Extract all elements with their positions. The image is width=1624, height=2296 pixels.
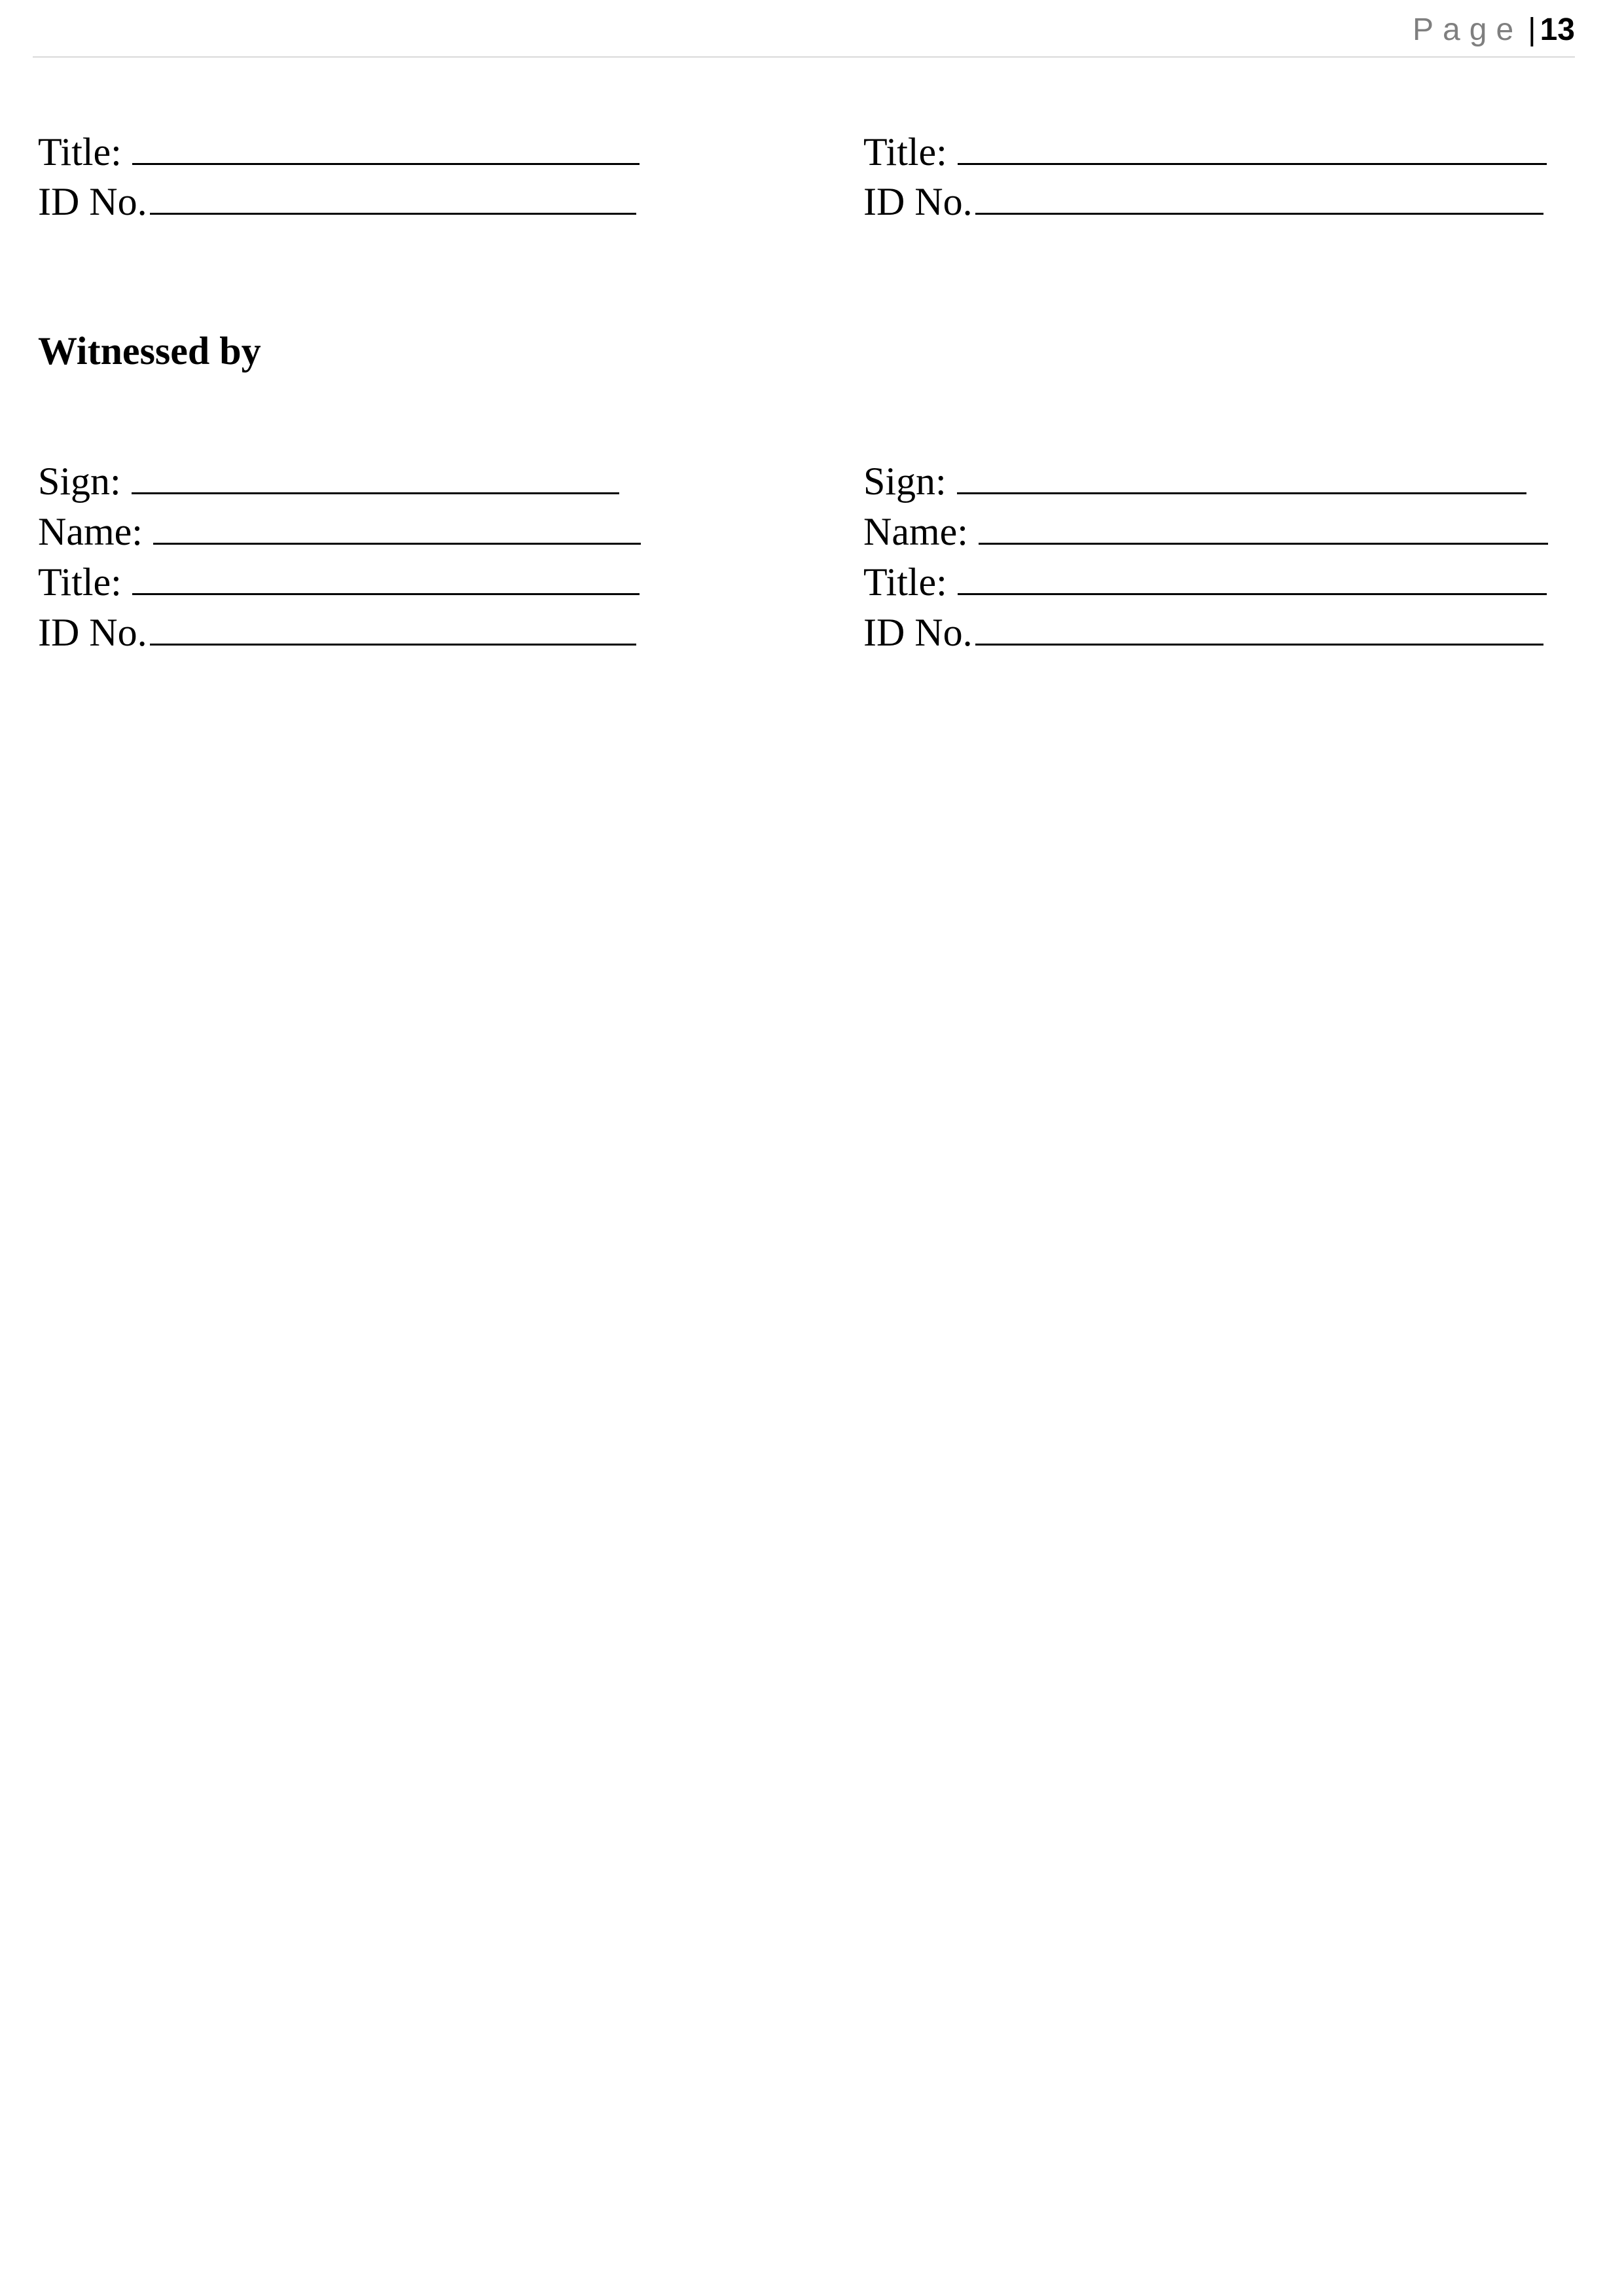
- id-label: ID No.: [38, 611, 147, 654]
- sign-field: [863, 452, 1526, 501]
- title-field: [863, 553, 1547, 602]
- name-field: [38, 502, 641, 552]
- sign-field: [38, 452, 619, 501]
- sign-input-line[interactable]: [957, 452, 1526, 494]
- page-number: [1413, 10, 1575, 50]
- sign-label: Sign:: [863, 460, 947, 503]
- id-input-line[interactable]: [975, 172, 1543, 215]
- page-number-value: 13: [1540, 12, 1575, 47]
- title-label: Title:: [38, 130, 122, 173]
- id-input-line[interactable]: [150, 172, 636, 215]
- id-label: ID No.: [863, 611, 973, 654]
- sign-label: Sign:: [38, 460, 121, 503]
- page-header: [33, 7, 1575, 58]
- title-input-line[interactable]: [132, 122, 640, 165]
- title-input-line[interactable]: [958, 122, 1547, 165]
- name-label: Name:: [38, 510, 143, 553]
- witnessed-by-heading: Witnessed by: [38, 329, 261, 373]
- page-word: Page: [1413, 12, 1523, 47]
- id-field: [863, 603, 1543, 653]
- id-label: ID No.: [863, 180, 973, 223]
- name-input-line[interactable]: [979, 502, 1548, 545]
- title-input-line[interactable]: [958, 553, 1547, 595]
- id-field: [863, 172, 1543, 222]
- title-label: Title:: [863, 560, 947, 604]
- id-input-line[interactable]: [150, 603, 636, 646]
- page-separator: |: [1528, 12, 1536, 47]
- id-field: [38, 603, 636, 653]
- id-label: ID No.: [38, 180, 147, 223]
- title-label: Title:: [863, 130, 947, 173]
- title-field: [38, 553, 640, 602]
- title-input-line[interactable]: [132, 553, 640, 595]
- name-input-line[interactable]: [153, 502, 641, 545]
- id-input-line[interactable]: [975, 603, 1543, 646]
- id-field: [38, 172, 636, 222]
- title-field: [38, 122, 640, 172]
- sign-input-line[interactable]: [132, 452, 619, 494]
- title-field: [863, 122, 1547, 172]
- title-label: Title:: [38, 560, 122, 604]
- name-label: Name:: [863, 510, 968, 553]
- name-field: [863, 502, 1548, 552]
